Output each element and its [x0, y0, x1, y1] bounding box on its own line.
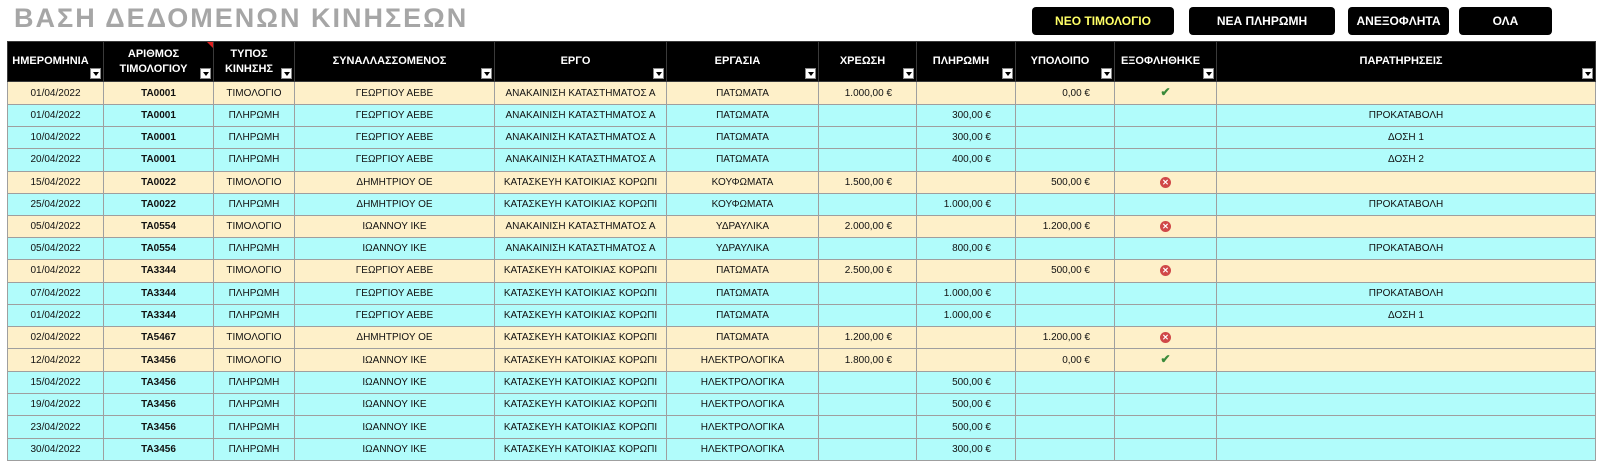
col-header-notes[interactable]	[1217, 42, 1596, 82]
cell-charge[interactable]: 2.500,00 €	[819, 260, 917, 282]
header-label: ΧΡΕΩΣΗ	[839, 55, 886, 67]
cell-date[interactable]: 01/04/2022	[8, 82, 104, 105]
col-header-task[interactable]	[667, 42, 819, 82]
cell-paid[interactable]	[1115, 82, 1217, 105]
cell-type[interactable]: ΠΛΗΡΩΜΗ	[214, 416, 295, 438]
cell-payment[interactable]: 300,00 €	[917, 438, 1016, 460]
header-label: ΠΛΗΡΩΜΗ	[932, 55, 990, 67]
cell-payment[interactable]: 1.000,00 €	[917, 282, 1016, 304]
cell-invoice-number[interactable]: TA5467	[104, 326, 214, 348]
col-header-charge[interactable]	[819, 42, 917, 82]
cell-type[interactable]: ΤΙΜΟΛΟΓΙΟ	[214, 171, 295, 193]
cell-party[interactable]: ΙΩΑΝΝΟΥ ΙΚΕ	[295, 349, 495, 372]
cell-invoice-number[interactable]: TA3344	[104, 260, 214, 282]
cell-invoice-number[interactable]: TA3344	[104, 282, 214, 304]
cell-project[interactable]: ΑΝΑΚΑΙΝΙΣΗ ΚΑΤΑΣΤΗΜΑΤΟΣ Α	[495, 238, 667, 260]
cell-task[interactable]: ΠΑΤΩΜΑΤΑ	[667, 149, 819, 171]
cell-task[interactable]: ΠΑΤΩΜΑΤΑ	[667, 282, 819, 304]
cell-task[interactable]: ΠΑΤΩΜΑΤΑ	[667, 82, 819, 105]
cell-balance[interactable]	[1016, 193, 1115, 215]
cell-invoice-number[interactable]: TA0001	[104, 82, 214, 105]
cell-task[interactable]: ΠΑΤΩΜΑΤΑ	[667, 127, 819, 149]
cell-date[interactable]: 23/04/2022	[8, 416, 104, 438]
cell-balance[interactable]	[1016, 304, 1115, 326]
cell-notes[interactable]: ΠΡΟΚΑΤΑΒΟΛΗ	[1217, 105, 1596, 127]
header-label: ΕΡΓΟ	[560, 55, 591, 67]
header-label: ΑΡΙΘΜΟΣ ΤΙΜΟΛΟΓΙΟΥ	[119, 47, 188, 75]
cell-invoice-number[interactable]: TA3456	[104, 349, 214, 372]
cell-party[interactable]: ΙΩΑΝΝΟΥ ΙΚΕ	[295, 372, 495, 394]
cell-party[interactable]: ΓΕΩΡΓΙΟΥ ΑΕΒΕ	[295, 105, 495, 127]
filter-dropdown-icon[interactable]	[1582, 68, 1593, 79]
cell-paid[interactable]	[1115, 326, 1217, 348]
cell-project[interactable]: ΑΝΑΚΑΙΝΙΣΗ ΚΑΤΑΣΤΗΜΑΤΟΣ Α	[495, 215, 667, 237]
cell-notes[interactable]	[1217, 326, 1596, 348]
cell-payment[interactable]	[917, 349, 1016, 372]
cell-charge[interactable]: 1.000,00 €	[819, 82, 917, 105]
cell-task[interactable]: ΗΛΕΚΤΡΟΛΟΓΙΚΑ	[667, 394, 819, 416]
cell-date[interactable]: 30/04/2022	[8, 438, 104, 460]
cell-type[interactable]: ΠΛΗΡΩΜΗ	[214, 238, 295, 260]
cell-charge[interactable]	[819, 193, 917, 215]
cell-project[interactable]: ΚΑΤΑΣΚΕΥΗ ΚΑΤΟΙΚΙΑΣ ΚΟΡΩΠΙ	[495, 349, 667, 372]
cell-date[interactable]: 25/04/2022	[8, 193, 104, 215]
cell-invoice-number[interactable]: TA0554	[104, 215, 214, 237]
cell-charge[interactable]	[819, 304, 917, 326]
check-icon: ✔	[1160, 352, 1171, 367]
cell-invoice-number[interactable]: TA0001	[104, 149, 214, 171]
table-row[interactable]	[8, 416, 1596, 438]
filter-dropdown-icon[interactable]	[805, 68, 816, 79]
cell-notes[interactable]: ΔΟΣΗ 2	[1217, 149, 1596, 171]
table-row[interactable]	[8, 171, 1596, 193]
cell-balance[interactable]	[1016, 238, 1115, 260]
cell-paid[interactable]	[1115, 438, 1217, 460]
cell-type[interactable]: ΤΙΜΟΛΟΓΙΟ	[214, 82, 295, 105]
filter-dropdown-icon[interactable]	[1203, 68, 1214, 79]
table-row[interactable]	[8, 82, 1596, 105]
cell-project[interactable]: ΚΑΤΑΣΚΕΥΗ ΚΑΤΟΙΚΙΑΣ ΚΟΡΩΠΙ	[495, 282, 667, 304]
cell-type[interactable]: ΠΛΗΡΩΜΗ	[214, 193, 295, 215]
cell-balance[interactable]	[1016, 416, 1115, 438]
table-row[interactable]	[8, 238, 1596, 260]
cell-balance[interactable]	[1016, 127, 1115, 149]
header-label: ΠΑΡΑΤΗΡΗΣΕΙΣ	[1359, 55, 1443, 67]
cell-project[interactable]: ΑΝΑΚΑΙΝΙΣΗ ΚΑΤΑΣΤΗΜΑΤΟΣ Α	[495, 82, 667, 105]
cell-charge[interactable]	[819, 238, 917, 260]
col-header-paid[interactable]	[1115, 42, 1217, 82]
col-header-project[interactable]	[495, 42, 667, 82]
cell-invoice-number[interactable]: TA3456	[104, 372, 214, 394]
cell-party[interactable]: ΔΗΜΗΤΡΙΟΥ ΟΕ	[295, 326, 495, 348]
cell-type[interactable]: ΤΙΜΟΛΟΓΙΟ	[214, 326, 295, 348]
header-label: ΣΥΝΑΛΛΑΣΣΟΜΕΝΟΣ	[332, 55, 447, 67]
cell-paid[interactable]	[1115, 238, 1217, 260]
cell-type[interactable]: ΠΛΗΡΩΜΗ	[214, 372, 295, 394]
cell-paid[interactable]	[1115, 193, 1217, 215]
cell-payment[interactable]	[917, 171, 1016, 193]
cell-task[interactable]: ΗΛΕΚΤΡΟΛΟΓΙΚΑ	[667, 349, 819, 372]
cell-payment[interactable]: 400,00 €	[917, 149, 1016, 171]
cell-type[interactable]: ΤΙΜΟΛΟΓΙΟ	[214, 260, 295, 282]
cell-task[interactable]: ΠΑΤΩΜΑΤΑ	[667, 304, 819, 326]
cell-notes[interactable]	[1217, 372, 1596, 394]
col-header-type[interactable]	[214, 42, 295, 82]
cell-paid[interactable]	[1115, 416, 1217, 438]
cell-project[interactable]: ΚΑΤΑΣΚΕΥΗ ΚΑΤΟΙΚΙΑΣ ΚΟΡΩΠΙ	[495, 193, 667, 215]
cell-payment[interactable]	[917, 215, 1016, 237]
cell-date[interactable]: 12/04/2022	[8, 349, 104, 372]
cell-party[interactable]: ΔΗΜΗΤΡΙΟΥ ΟΕ	[295, 171, 495, 193]
cell-notes[interactable]	[1217, 82, 1596, 105]
cell-payment[interactable]: 500,00 €	[917, 394, 1016, 416]
cell-paid[interactable]	[1115, 349, 1217, 372]
cell-project[interactable]: ΚΑΤΑΣΚΕΥΗ ΚΑΤΟΙΚΙΑΣ ΚΟΡΩΠΙ	[495, 304, 667, 326]
transactions-table	[7, 41, 1596, 461]
cell-balance[interactable]	[1016, 372, 1115, 394]
table-row[interactable]	[8, 193, 1596, 215]
cell-charge[interactable]: 1.500,00 €	[819, 171, 917, 193]
new-payment-button[interactable]: ΝΕΑ ΠΛΗΡΩΜΗ	[1189, 7, 1335, 35]
cell-paid[interactable]	[1115, 127, 1217, 149]
table-body	[8, 82, 1596, 461]
cell-invoice-number[interactable]: TA3456	[104, 416, 214, 438]
cell-invoice-number[interactable]: TA3456	[104, 394, 214, 416]
table-row[interactable]	[8, 260, 1596, 282]
cell-balance[interactable]: 0,00 €	[1016, 82, 1115, 105]
cell-task[interactable]: ΚΟΥΦΩΜΑΤΑ	[667, 193, 819, 215]
cell-project[interactable]: ΑΝΑΚΑΙΝΙΣΗ ΚΑΤΑΣΤΗΜΑΤΟΣ Α	[495, 127, 667, 149]
cell-date[interactable]: 15/04/2022	[8, 372, 104, 394]
table-row[interactable]	[8, 394, 1596, 416]
cell-party[interactable]: ΙΩΑΝΝΟΥ ΙΚΕ	[295, 238, 495, 260]
cell-balance[interactable]	[1016, 438, 1115, 460]
cell-balance[interactable]: 1.200,00 €	[1016, 215, 1115, 237]
cell-invoice-number[interactable]: TA0001	[104, 105, 214, 127]
cell-charge[interactable]: 1.800,00 €	[819, 349, 917, 372]
cell-charge[interactable]: 1.200,00 €	[819, 326, 917, 348]
cell-party[interactable]: ΓΕΩΡΓΙΟΥ ΑΕΒΕ	[295, 304, 495, 326]
cell-party[interactable]: ΙΩΑΝΝΟΥ ΙΚΕ	[295, 416, 495, 438]
cell-charge[interactable]	[819, 149, 917, 171]
cell-type[interactable]: ΠΛΗΡΩΜΗ	[214, 105, 295, 127]
cell-notes[interactable]	[1217, 171, 1596, 193]
filter-dropdown-icon[interactable]	[903, 68, 914, 79]
table-row[interactable]	[8, 149, 1596, 171]
cell-payment[interactable]	[917, 260, 1016, 282]
cell-notes[interactable]: ΔΟΣΗ 1	[1217, 304, 1596, 326]
cell-payment[interactable]	[917, 82, 1016, 105]
filter-dropdown-icon[interactable]	[1101, 68, 1112, 79]
x-circle-icon: ✕	[1160, 332, 1171, 343]
header-label: ΕΞΟΦΛΗΘΗΚΕ	[1120, 55, 1201, 67]
cell-paid[interactable]	[1115, 171, 1217, 193]
filter-dropdown-icon[interactable]	[90, 68, 101, 79]
filter-dropdown-icon[interactable]	[1002, 68, 1013, 79]
x-circle-icon: ✕	[1160, 177, 1171, 188]
cell-project[interactable]: ΚΑΤΑΣΚΕΥΗ ΚΑΤΟΙΚΙΑΣ ΚΟΡΩΠΙ	[495, 416, 667, 438]
cell-project[interactable]: ΚΑΤΑΣΚΕΥΗ ΚΑΤΟΙΚΙΑΣ ΚΟΡΩΠΙ	[495, 171, 667, 193]
cell-paid[interactable]	[1115, 260, 1217, 282]
cell-party[interactable]: ΓΕΩΡΓΙΟΥ ΑΕΒΕ	[295, 282, 495, 304]
table-row[interactable]	[8, 372, 1596, 394]
cell-date[interactable]: 07/04/2022	[8, 282, 104, 304]
cell-invoice-number[interactable]: TA0022	[104, 171, 214, 193]
cell-type[interactable]: ΤΙΜΟΛΟΓΙΟ	[214, 215, 295, 237]
cell-invoice-number[interactable]: TA0022	[104, 193, 214, 215]
cell-task[interactable]: ΚΟΥΦΩΜΑΤΑ	[667, 171, 819, 193]
cell-task[interactable]: ΗΛΕΚΤΡΟΛΟΓΙΚΑ	[667, 416, 819, 438]
cell-project[interactable]: ΑΝΑΚΑΙΝΙΣΗ ΚΑΤΑΣΤΗΜΑΤΟΣ Α	[495, 105, 667, 127]
page-title: ΒΑΣΗ ΔΕΔΟΜΕΝΩΝ ΚΙΝΗΣΕΩΝ	[14, 3, 469, 33]
cell-notes[interactable]	[1217, 215, 1596, 237]
cell-paid[interactable]	[1115, 105, 1217, 127]
cell-invoice-number[interactable]: TA0001	[104, 127, 214, 149]
cell-paid[interactable]	[1115, 372, 1217, 394]
cell-date[interactable]: 10/04/2022	[8, 127, 104, 149]
cell-party[interactable]: ΓΕΩΡΓΙΟΥ ΑΕΒΕ	[295, 260, 495, 282]
cell-balance[interactable]: 500,00 €	[1016, 171, 1115, 193]
cell-notes[interactable]: ΠΡΟΚΑΤΑΒΟΛΗ	[1217, 282, 1596, 304]
header-label: ΗΜΕΡΟΜΗΝΙΑ	[12, 55, 89, 67]
cell-notes[interactable]: ΠΡΟΚΑΤΑΒΟΛΗ	[1217, 238, 1596, 260]
cell-date[interactable]: 02/04/2022	[8, 326, 104, 348]
cell-payment[interactable]: 500,00 €	[917, 372, 1016, 394]
cell-party[interactable]: ΓΕΩΡΓΙΟΥ ΑΕΒΕ	[295, 127, 495, 149]
filter-dropdown-icon[interactable]	[200, 68, 211, 79]
cell-balance[interactable]: 1.200,00 €	[1016, 326, 1115, 348]
cell-type[interactable]: ΠΛΗΡΩΜΗ	[214, 304, 295, 326]
cell-project[interactable]: ΑΝΑΚΑΙΝΙΣΗ ΚΑΤΑΣΤΗΜΑΤΟΣ Α	[495, 149, 667, 171]
cell-balance[interactable]: 500,00 €	[1016, 260, 1115, 282]
cell-type[interactable]: ΠΛΗΡΩΜΗ	[214, 149, 295, 171]
cell-date[interactable]: 20/04/2022	[8, 149, 104, 171]
cell-task[interactable]: ΠΑΤΩΜΑΤΑ	[667, 105, 819, 127]
new-invoice-button[interactable]: ΝΕΟ ΤΙΜΟΛΟΓΙΟ	[1032, 7, 1174, 35]
comment-indicator-icon	[207, 42, 213, 48]
cell-date[interactable]: 01/04/2022	[8, 304, 104, 326]
x-circle-icon: ✕	[1160, 221, 1171, 232]
table-row[interactable]	[8, 215, 1596, 237]
header-row	[8, 42, 1596, 82]
table-row[interactable]	[8, 282, 1596, 304]
cell-task[interactable]: ΥΔΡΑΥΛΙΚΑ	[667, 215, 819, 237]
cell-type[interactable]: ΠΛΗΡΩΜΗ	[214, 438, 295, 460]
x-circle-icon: ✕	[1160, 265, 1171, 276]
cell-party[interactable]: ΙΩΑΝΝΟΥ ΙΚΕ	[295, 394, 495, 416]
cell-type[interactable]: ΤΙΜΟΛΟΓΙΟ	[214, 349, 295, 372]
cell-project[interactable]: ΚΑΤΑΣΚΕΥΗ ΚΑΤΟΙΚΙΑΣ ΚΟΡΩΠΙ	[495, 260, 667, 282]
cell-invoice-number[interactable]: TA3344	[104, 304, 214, 326]
cell-charge[interactable]	[819, 394, 917, 416]
cell-task[interactable]: ΗΛΕΚΤΡΟΛΟΓΙΚΑ	[667, 372, 819, 394]
filter-dropdown-icon[interactable]	[481, 68, 492, 79]
header-label: ΥΠΟΛΟΙΠΟ	[1030, 55, 1090, 67]
table-row[interactable]	[8, 304, 1596, 326]
cell-payment[interactable]: 300,00 €	[917, 127, 1016, 149]
cell-notes[interactable]	[1217, 349, 1596, 372]
table-row[interactable]	[8, 326, 1596, 348]
cell-type[interactable]: ΠΛΗΡΩΜΗ	[214, 394, 295, 416]
unpaid-filter-button[interactable]: ΑΝΕΞΟΦΛΗΤΑ	[1348, 7, 1449, 35]
table-row[interactable]	[8, 127, 1596, 149]
cell-charge[interactable]	[819, 282, 917, 304]
cell-date[interactable]: 05/04/2022	[8, 238, 104, 260]
cell-project[interactable]: ΚΑΤΑΣΚΕΥΗ ΚΑΤΟΙΚΙΑΣ ΚΟΡΩΠΙ	[495, 438, 667, 460]
cell-charge[interactable]: 2.000,00 €	[819, 215, 917, 237]
cell-project[interactable]: ΚΑΤΑΣΚΕΥΗ ΚΑΤΟΙΚΙΑΣ ΚΟΡΩΠΙ	[495, 326, 667, 348]
cell-type[interactable]: ΠΛΗΡΩΜΗ	[214, 282, 295, 304]
cell-charge[interactable]	[819, 105, 917, 127]
table-row[interactable]	[8, 349, 1596, 372]
cell-notes[interactable]	[1217, 416, 1596, 438]
col-header-payment[interactable]	[917, 42, 1016, 82]
cell-notes[interactable]	[1217, 260, 1596, 282]
cell-party[interactable]: ΓΕΩΡΓΙΟΥ ΑΕΒΕ	[295, 149, 495, 171]
cell-type[interactable]: ΠΛΗΡΩΜΗ	[214, 127, 295, 149]
col-header-invoice-number[interactable]	[104, 42, 214, 82]
cell-balance[interactable]	[1016, 149, 1115, 171]
cell-charge[interactable]	[819, 416, 917, 438]
table-row[interactable]	[8, 105, 1596, 127]
cell-paid[interactable]	[1115, 215, 1217, 237]
cell-invoice-number[interactable]: TA0554	[104, 238, 214, 260]
all-filter-button[interactable]: ΟΛΑ	[1459, 7, 1552, 35]
cell-paid[interactable]	[1115, 282, 1217, 304]
filter-dropdown-icon[interactable]	[281, 68, 292, 79]
cell-payment[interactable]: 800,00 €	[917, 238, 1016, 260]
cell-task[interactable]: ΠΑΤΩΜΑΤΑ	[667, 326, 819, 348]
cell-party[interactable]: ΙΩΑΝΝΟΥ ΙΚΕ	[295, 215, 495, 237]
cell-project[interactable]: ΚΑΤΑΣΚΕΥΗ ΚΑΤΟΙΚΙΑΣ ΚΟΡΩΠΙ	[495, 372, 667, 394]
cell-notes[interactable]: ΠΡΟΚΑΤΑΒΟΛΗ	[1217, 193, 1596, 215]
cell-date[interactable]: 01/04/2022	[8, 260, 104, 282]
cell-charge[interactable]	[819, 127, 917, 149]
cell-invoice-number[interactable]: TA3456	[104, 438, 214, 460]
cell-paid[interactable]	[1115, 304, 1217, 326]
cell-party[interactable]: ΙΩΑΝΝΟΥ ΙΚΕ	[295, 438, 495, 460]
cell-task[interactable]: ΠΑΤΩΜΑΤΑ	[667, 260, 819, 282]
cell-payment[interactable]: 500,00 €	[917, 416, 1016, 438]
cell-balance[interactable]	[1016, 282, 1115, 304]
cell-party[interactable]: ΓΕΩΡΓΙΟΥ ΑΕΒΕ	[295, 82, 495, 105]
cell-charge[interactable]	[819, 372, 917, 394]
cell-payment[interactable]: 1.000,00 €	[917, 304, 1016, 326]
cell-notes[interactable]	[1217, 438, 1596, 460]
cell-charge[interactable]	[819, 438, 917, 460]
cell-payment[interactable]: 1.000,00 €	[917, 193, 1016, 215]
cell-paid[interactable]	[1115, 394, 1217, 416]
col-header-party[interactable]	[295, 42, 495, 82]
cell-task[interactable]: ΥΔΡΑΥΛΙΚΑ	[667, 238, 819, 260]
cell-notes[interactable]	[1217, 394, 1596, 416]
cell-date[interactable]: 15/04/2022	[8, 171, 104, 193]
cell-notes[interactable]: ΔΟΣΗ 1	[1217, 127, 1596, 149]
cell-payment[interactable]	[917, 326, 1016, 348]
cell-paid[interactable]	[1115, 149, 1217, 171]
cell-party[interactable]: ΔΗΜΗΤΡΙΟΥ ΟΕ	[295, 193, 495, 215]
cell-balance[interactable]	[1016, 105, 1115, 127]
col-header-date[interactable]	[8, 42, 104, 82]
cell-task[interactable]: ΗΛΕΚΤΡΟΛΟΓΙΚΑ	[667, 438, 819, 460]
header-label: ΕΡΓΑΣΙΑ	[714, 55, 761, 67]
cell-date[interactable]: 19/04/2022	[8, 394, 104, 416]
cell-date[interactable]: 01/04/2022	[8, 105, 104, 127]
cell-payment[interactable]: 300,00 €	[917, 105, 1016, 127]
filter-dropdown-icon[interactable]	[653, 68, 664, 79]
header-label: ΤΥΠΟΣ ΚΙΝΗΣΗΣ	[224, 47, 274, 75]
cell-balance[interactable]: 0,00 €	[1016, 349, 1115, 372]
table-row[interactable]	[8, 438, 1596, 460]
cell-project[interactable]: ΚΑΤΑΣΚΕΥΗ ΚΑΤΟΙΚΙΑΣ ΚΟΡΩΠΙ	[495, 394, 667, 416]
col-header-balance[interactable]	[1016, 42, 1115, 82]
cell-balance[interactable]	[1016, 394, 1115, 416]
check-icon: ✔	[1160, 85, 1171, 99]
cell-date[interactable]: 05/04/2022	[8, 215, 104, 237]
